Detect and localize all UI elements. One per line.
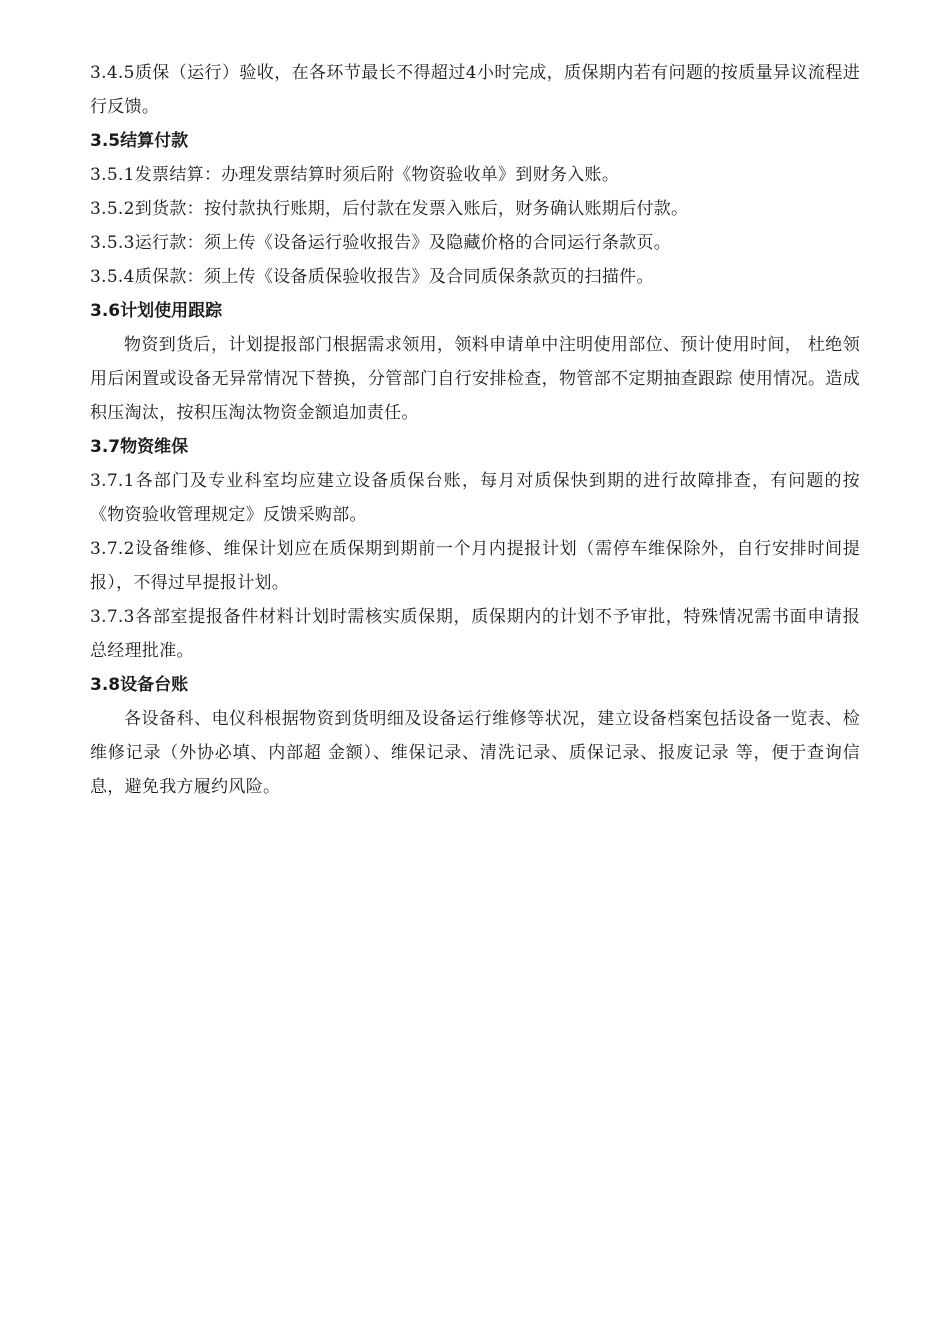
section-heading-3-6: 3.6计划使用跟踪	[90, 301, 223, 321]
section-heading-3-8: 3.8设备台账	[90, 675, 189, 695]
paragraph-3-7-2: 3.7.2设备维修、维保计划应在质保期到期前一个月内提报计划（需停车维保除外，自行安排时间提报），不得过早提报计划。	[90, 539, 860, 593]
paragraph-3-5-3: 3.5.3运行款：须上传《设备运行验收报告》及隐藏价格的合同运行条款页。	[90, 233, 672, 253]
paragraph-3-4-5: 3.4.5质保（运行）验收，在各环节最长不得超过4小时完成，质保期内若有问题的按质量异议流程进行反馈。	[90, 63, 860, 117]
paragraph-3-5-2: 3.5.2到货款：按付款执行账期，后付款在发票入账后，财务确认账期后付款。	[90, 199, 689, 219]
paragraph-3-5-4: 3.5.4质保款：须上传《设备质保验收报告》及合同质保条款页的扫描件。	[90, 267, 654, 287]
paragraph-3-5-1: 3.5.1发票结算：办理发票结算时须后附《物资验收单》到财务入账。	[90, 165, 620, 185]
section-heading-3-5: 3.5结算付款	[90, 131, 189, 151]
paragraph-3-6-body: 物资到货后，计划提报部门根据需求领用，领料申请单中注明使用部位、预计使用时间， 杜绝领用后闲置或设备无异常情况下替换，分管部门自行安排检查，物管部不定期抽查跟踪 使用情况。造成积压淘汰，按积压淘汰物资金额追加责任。	[90, 335, 860, 423]
paragraph-3-8-body: 各设备科、电仪科根据物资到货明细及设备运行维修等状况，建立设备档案包括设备一览表、检维修记录（外协必填、内部超 金额）、维保记录、清洗记录、质保记录、报废记录 等，便于查询信息，避免我方履约风险。	[90, 709, 860, 797]
paragraph-3-7-3: 3.7.3各部室提报备件材料计划时需核实质保期，质保期内的计划不予审批，特殊情况需书面申请报总经理批准。	[90, 607, 860, 661]
document-page	[90, 56, 860, 804]
paragraph-3-7-1: 3.7.1各部门及专业科室均应建立设备质保台账，每月对质保快到期的进行故障排查，有问题的按《物资验收管理规定》反馈采购部。	[90, 471, 860, 525]
section-heading-3-7: 3.7物资维保	[90, 437, 189, 457]
